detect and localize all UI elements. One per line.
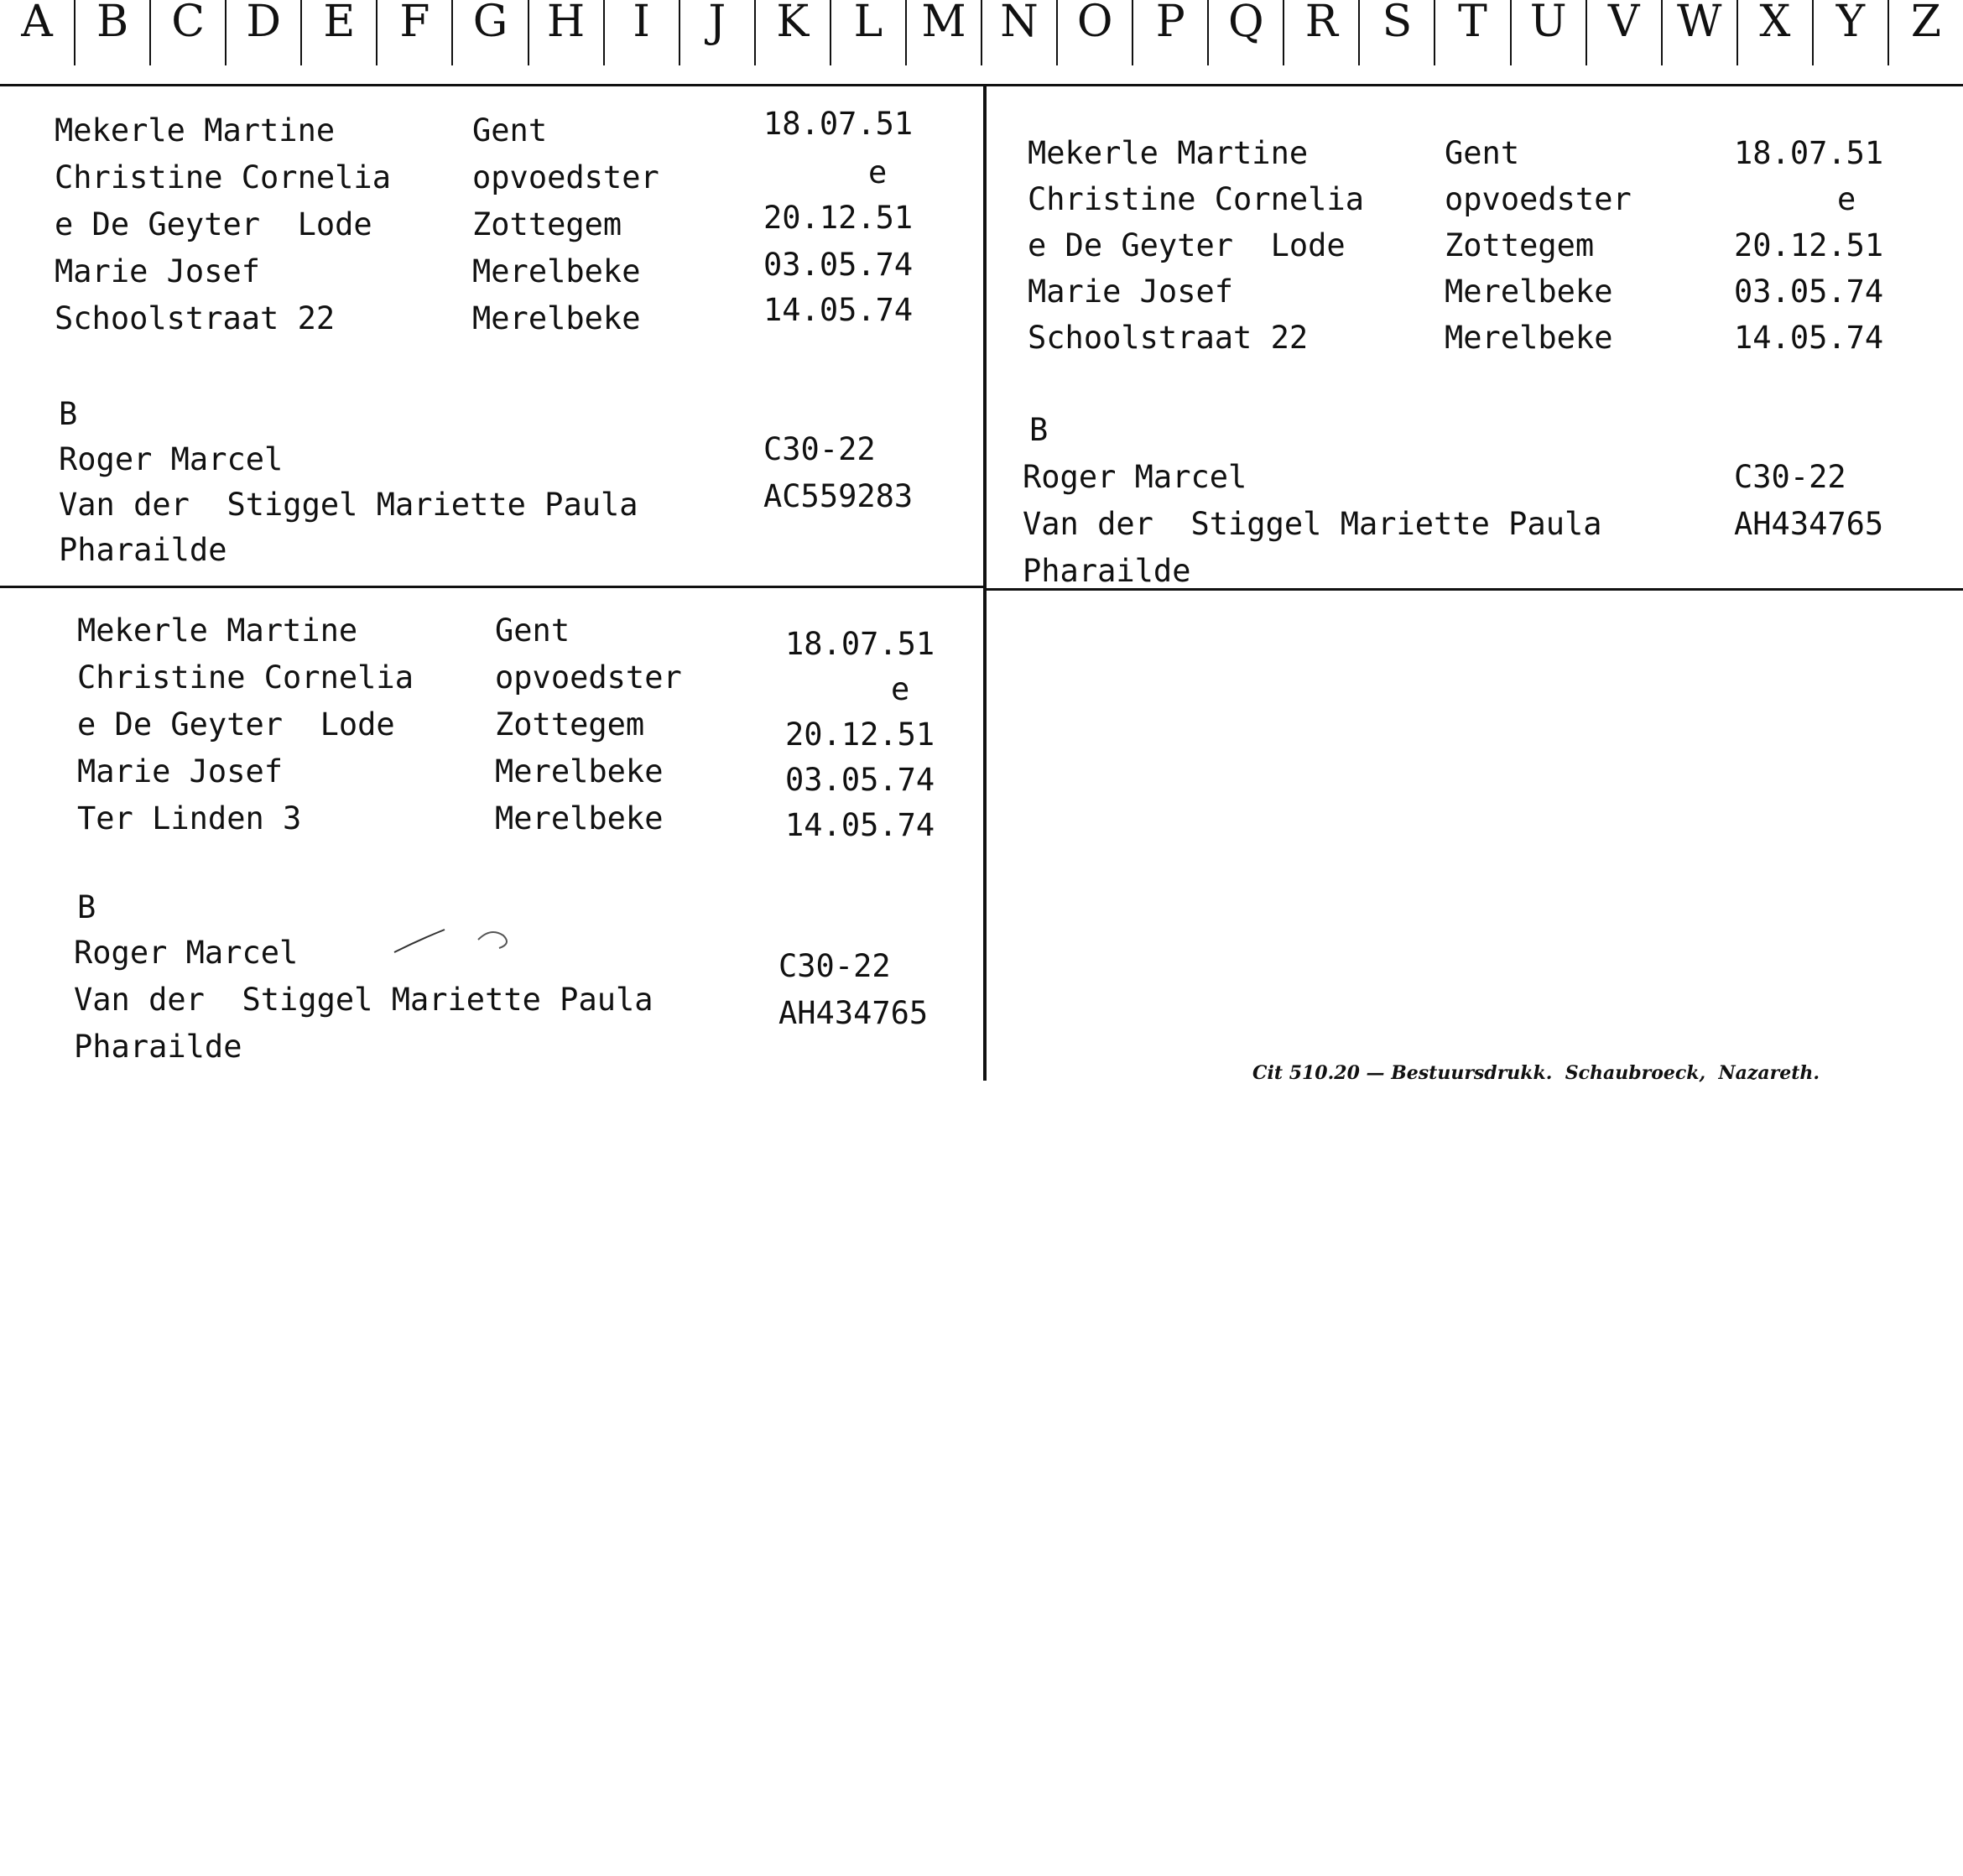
name-line: Christine Cornelia [55,159,391,195]
alphabet-letter-o: O [1058,0,1133,65]
name-line: Mekerle Martine [55,112,336,149]
date-line: 03.05.74 [785,762,935,798]
partner-line: Roger Marcel [1023,459,1247,495]
date-line: 18.07.51 [785,626,935,662]
code-line: C30-22 [763,431,876,467]
place-line: Zottegem [495,706,645,743]
name-line: Christine Cornelia [1028,181,1364,217]
name-line: Mekerle Martine [1028,135,1309,171]
alphabet-letter-q: Q [1209,0,1284,65]
alphabet-letter-v: V [1587,0,1663,65]
name-line: e De Geyter Lode [77,706,395,743]
place-line: Merelbeke [495,800,664,836]
date-line: 14.05.74 [785,807,935,843]
status-letter: B [59,396,78,432]
date-line: 03.05.74 [1734,274,1884,310]
date-line: 14.05.74 [763,292,914,328]
date-line: e [891,671,910,707]
alphabet-letter-t: T [1435,0,1511,65]
name-line: Marie Josef [77,753,284,789]
partner-line: Van der Stiggel Mariette Paula [1023,506,1602,542]
alphabet-letter-w: W [1663,0,1738,65]
alphabet-letter-m: M [907,0,982,65]
alphabet-letter-g: G [453,0,528,65]
printer-imprint: Cit 510.20 — Bestuursdrukk. Schaubroeck, Nazareth. [1252,1062,1820,1084]
alphabet-letter-i: I [605,0,680,65]
place-line: Gent [1445,135,1520,171]
alphabet-letter-p: P [1133,0,1209,65]
date-line: e [868,154,888,190]
name-line: e De Geyter Lode [55,206,372,242]
status-letter: B [1029,412,1049,448]
alphabet-letter-l: L [831,0,907,65]
date-line: 14.05.74 [1734,320,1884,356]
code-line: C30-22 [778,948,891,984]
pen-scribble-mark [386,915,528,965]
alphabet-letter-e: E [302,0,378,65]
address-line: Schoolstraat 22 [1028,320,1309,356]
date-line: 18.07.51 [763,106,914,142]
name-line: Marie Josef [55,253,261,289]
alphabet-letter-u: U [1512,0,1587,65]
record-card-3 [74,607,935,1876]
alphabet-letter-k: K [756,0,831,65]
place-line: Merelbeke [495,753,664,789]
date-line: 20.12.51 [785,717,935,753]
alphabet-letter-x: X [1738,0,1814,65]
code-line: C30-22 [1734,459,1846,495]
alphabet-letter-r: R [1284,0,1360,65]
place-line: Zottegem [1445,227,1595,263]
name-line: Marie Josef [1028,274,1234,310]
name-line: e De Geyter Lode [1028,227,1346,263]
partner-line: Pharailde [59,532,227,568]
place-line: Merelbeke [472,253,641,289]
date-line: 18.07.51 [1734,135,1884,171]
partner-line: Roger Marcel [59,441,284,477]
header-divider [0,84,1963,86]
place-line: opvoedster [495,659,682,696]
alphabet-letter-s: S [1360,0,1435,65]
place-line: Zottegem [472,206,622,242]
alphabet-letter-d: D [226,0,302,65]
place-line: Merelbeke [472,300,641,336]
date-line: 20.12.51 [763,200,914,236]
alphabet-letter-j: J [680,0,756,65]
date-line: 20.12.51 [1734,227,1884,263]
place-line: Merelbeke [1445,274,1613,310]
place-line: Gent [495,612,570,649]
place-line: Gent [472,112,548,149]
partner-line: Roger Marcel [74,935,299,971]
name-line: Christine Cornelia [77,659,414,696]
status-letter: B [77,889,96,925]
code-line: AH434765 [778,995,929,1031]
alphabet-letter-f: F [378,0,453,65]
alphabet-letter-a: A [0,0,76,65]
code-line: AH434765 [1734,506,1884,542]
name-line: Mekerle Martine [77,612,358,649]
center-divider [983,86,987,1081]
date-line: e [1837,181,1856,217]
alphabet-letter-h: H [529,0,605,65]
partner-line: Pharailde [74,1029,242,1065]
alphabet-letter-n: N [982,0,1058,65]
place-line: Merelbeke [1445,320,1613,356]
place-line: opvoedster [1445,181,1632,217]
partner-line: Pharailde [1023,553,1191,589]
partner-line: Van der Stiggel Mariette Paula [59,487,638,523]
alphabet-letter-z: Z [1910,0,1942,47]
code-line: AC559283 [763,478,914,514]
alphabet-letter-c: C [151,0,226,65]
alphabet-index [0,0,1963,65]
place-line: opvoedster [472,159,659,195]
alphabet-letter-b: B [76,0,151,65]
partner-line: Van der Stiggel Mariette Paula [74,982,653,1018]
alphabet-letter-y: Y [1814,0,1889,65]
address-line: Schoolstraat 22 [55,300,336,336]
date-line: 03.05.74 [763,247,914,283]
left-mid-divider [0,586,985,588]
address-line: Ter Linden 3 [77,800,302,836]
